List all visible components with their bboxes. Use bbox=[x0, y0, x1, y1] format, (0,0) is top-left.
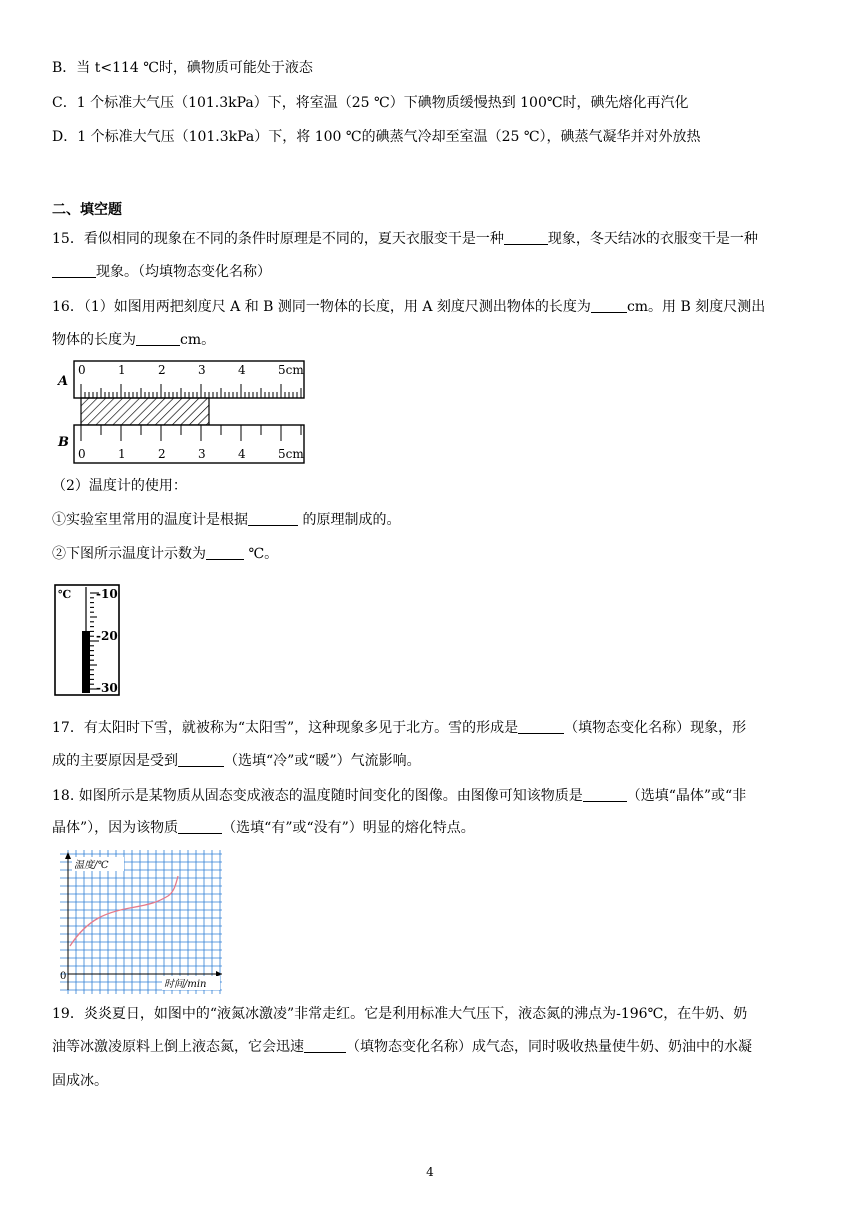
section-heading: 二、填空题 bbox=[52, 202, 122, 218]
q17-text-d: （选填“冷”或“暖”）气流影响。 bbox=[224, 753, 421, 769]
q18-text-c: 晶体”），因为该物质 bbox=[52, 820, 179, 836]
ruler-figure bbox=[52, 358, 308, 468]
q15-text-c: 现象。（均填物态变化名称） bbox=[96, 264, 271, 280]
q16-item1-text-a: ①实验室里常用的温度计是根据 bbox=[52, 512, 248, 528]
ruler-b-tick-label: 1 bbox=[118, 447, 126, 461]
thermometer-figure bbox=[52, 583, 126, 699]
q15-blank-1[interactable] bbox=[504, 230, 548, 245]
q19-blank-1[interactable] bbox=[304, 1038, 346, 1053]
graph-origin: 0 bbox=[60, 971, 67, 982]
ruler-a-tick-label: 4 bbox=[238, 363, 246, 377]
ruler-b-tick-label: 2 bbox=[158, 447, 166, 461]
q18-line2 bbox=[52, 818, 475, 838]
page-number: 4 bbox=[426, 1165, 434, 1179]
graph-ylabel: 温度/℃ bbox=[74, 860, 109, 871]
q16-item2 bbox=[52, 544, 278, 564]
measured-object bbox=[81, 398, 209, 425]
q19-line2 bbox=[52, 1037, 752, 1057]
q16-text-c: 物体的长度为 bbox=[52, 332, 136, 348]
q17-line1 bbox=[52, 718, 746, 738]
q16-blank-1[interactable] bbox=[591, 298, 627, 313]
q16-item1-text-b: 的原理制成的。 bbox=[302, 512, 401, 528]
q17-line2 bbox=[52, 751, 421, 771]
q14-option-b: B．当 t<114 ℃时，碘物质可能处于液态 bbox=[52, 60, 313, 76]
ruler-b bbox=[74, 425, 304, 463]
q16-text-d: cm。 bbox=[180, 332, 216, 348]
q16-text-b: cm。用 B 刻度尺测出 bbox=[626, 299, 766, 315]
q15-text-b: 现象，冬天结冰的衣服变干是一种 bbox=[547, 231, 758, 247]
q19-line3: 固成冰。 bbox=[52, 1073, 108, 1089]
ruler-a-tick-label: 5cm bbox=[278, 363, 304, 377]
q17-blank-2[interactable] bbox=[178, 752, 224, 767]
thermometer-mercury bbox=[82, 631, 90, 693]
ruler-b-tick-label: 3 bbox=[198, 447, 206, 461]
ruler-b-tick-label: 4 bbox=[238, 447, 246, 461]
q16-item2-text-b: ℃。 bbox=[248, 546, 279, 562]
thermo-label-10: -10 bbox=[96, 587, 118, 601]
q17-text-b: （填物态变化名称）现象，形 bbox=[564, 720, 747, 736]
thermo-label-30: -30 bbox=[96, 681, 118, 695]
ruler-b-tick-label: 0 bbox=[78, 447, 86, 461]
q19-text-a: 油等冰激凌原料上倒上液态氮，它会迅速 bbox=[52, 1039, 304, 1055]
q18-line1 bbox=[52, 786, 746, 806]
q16-blank-2[interactable] bbox=[136, 331, 180, 346]
q16-blank-3[interactable] bbox=[248, 511, 298, 526]
q16-line1 bbox=[52, 297, 765, 317]
q18-text-b: （选填“晶体”或“非 bbox=[626, 788, 747, 804]
temperature-graph bbox=[58, 848, 224, 996]
graph-xlabel: 时间/min bbox=[164, 979, 207, 990]
q15-text-a: 15．看似相同的现象在不同的条件时原理是不同的，夏天衣服变干是一种 bbox=[52, 231, 504, 247]
thermo-label-20: -20 bbox=[96, 629, 118, 643]
q17-blank-1[interactable] bbox=[518, 719, 564, 734]
q18-blank-2[interactable] bbox=[178, 819, 222, 834]
q15-blank-2[interactable] bbox=[52, 263, 96, 278]
q19-text-b: （填物态变化名称）成气态，同时吸收热量使牛奶、奶油中的水凝 bbox=[346, 1039, 752, 1055]
q14-option-d: D．1 个标准大气压（101.3kPa）下，将 100 ℃的碘蒸气冷却至室温（25 ℃），碘蒸气凝华并对外放热 bbox=[52, 129, 701, 145]
q16-line2 bbox=[52, 330, 215, 350]
graph-grid bbox=[60, 850, 222, 994]
q16-item2-text-a: ②下图所示温度计示数为 bbox=[52, 546, 206, 562]
q18-text-d: （选填“有”或“没有”）明显的熔化特点。 bbox=[222, 820, 475, 836]
ruler-a-tick-label: 1 bbox=[118, 363, 126, 377]
ruler-b-tick-label: 5cm bbox=[278, 447, 304, 461]
q15-line1 bbox=[52, 229, 758, 249]
ruler-a-tick-label: 0 bbox=[78, 363, 86, 377]
ruler-a-tick-label: 2 bbox=[158, 363, 166, 377]
q14-option-c: C．1 个标准大气压（101.3kPa）下，将室温（25 ℃）下碘物质缓慢热到 100℃时，碘先熔化再汽化 bbox=[52, 95, 689, 111]
q17-text-a: 17．有太阳时下雪，就被称为“太阳雪”，这种现象多见于北方。雪的形成是 bbox=[52, 720, 519, 736]
q16-text-a: 16．（1）如图用两把刻度尺 A 和 B 测同一物体的长度，用 A 刻度尺测出物体的长度为 bbox=[52, 299, 591, 315]
ruler-a-label: A bbox=[58, 374, 69, 389]
ruler-a-tick-label: 3 bbox=[198, 363, 206, 377]
q15-line2 bbox=[52, 262, 271, 282]
ruler-b-label: B bbox=[58, 435, 69, 450]
q18-text-a: 18. 如图所示是某物质从固态变成液态的温度随时间变化的图像。由图像可知该物质是 bbox=[52, 788, 583, 804]
q16-item1 bbox=[52, 510, 400, 530]
q16-blank-4[interactable] bbox=[206, 545, 244, 560]
q19-line1: 19．炎炎夏日，如图中的“液氮冰激凌”非常走红。它是利用标准大气压下，液态氮的沸点为-196℃，在牛奶、奶 bbox=[52, 1006, 748, 1022]
q18-blank-1[interactable] bbox=[583, 787, 627, 802]
q16-part2-title: （2）温度计的使用： bbox=[52, 478, 187, 494]
q17-text-c: 成的主要原因是受到 bbox=[52, 753, 178, 769]
thermometer-unit: ℃ bbox=[58, 588, 72, 601]
